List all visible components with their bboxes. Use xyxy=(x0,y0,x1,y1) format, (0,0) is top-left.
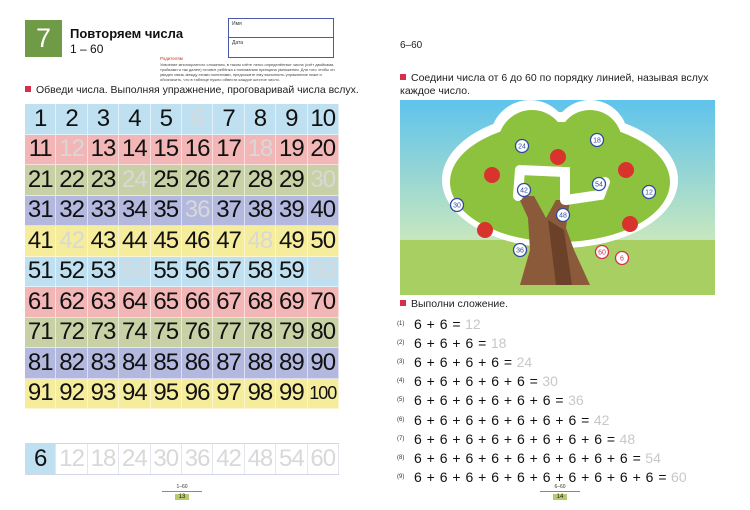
grid-cell[interactable]: 71 xyxy=(25,318,56,349)
number-dot[interactable] xyxy=(596,246,609,259)
multiples-strip xyxy=(25,443,339,475)
strip-cell[interactable]: 6 xyxy=(25,444,56,474)
grid-cell[interactable]: 64 xyxy=(119,287,150,318)
grid-cell[interactable]: 31 xyxy=(25,196,56,227)
equation-answer[interactable]: 42 xyxy=(593,411,610,428)
equation-expression: 6 + 6 = xyxy=(414,315,462,332)
equation-row xyxy=(397,352,687,371)
grid-cell[interactable]: 50 xyxy=(308,226,339,257)
number-dot-label: 24 xyxy=(518,143,526,151)
parents-notes-text: Усвоение многократного сложения, в таком счёте легко определённые числа (счёт двойками, тройками и так далее) готовит ребёнка к пониманию принципа умножения. Для того чтобы он увидел связь между этими понятиями, предложите ему выполнить упражнение ниже и обозначить, что в таблице нужно обвести каждое шестое число. xyxy=(160,62,335,82)
grid-cell[interactable]: 97 xyxy=(213,379,244,410)
number-dot[interactable] xyxy=(591,134,604,147)
grid-cell[interactable]: 81 xyxy=(25,348,56,379)
number-dot[interactable] xyxy=(514,244,527,257)
grid-cell[interactable]: 27 xyxy=(213,165,244,196)
grid-cell[interactable]: 49 xyxy=(276,226,307,257)
grid-cell[interactable]: 56 xyxy=(182,257,213,288)
grid-cell[interactable]: 3 xyxy=(88,104,119,135)
grid-cell[interactable]: 88 xyxy=(245,348,276,379)
number-dot[interactable] xyxy=(616,252,629,265)
strip-cell[interactable]: 54 xyxy=(276,444,307,474)
name-date-box xyxy=(228,18,334,58)
grid-cell[interactable]: 46 xyxy=(182,226,213,257)
footer-range: 1–60 xyxy=(176,484,188,490)
grid-cell[interactable]: 63 xyxy=(88,287,119,318)
grid-cell[interactable]: 4 xyxy=(119,104,150,135)
equation-number: (6) xyxy=(397,416,405,423)
grid-cell[interactable]: 20 xyxy=(308,135,339,166)
grid-cell[interactable]: 58 xyxy=(245,257,276,288)
grid-cell[interactable]: 34 xyxy=(119,196,150,227)
lesson-number-badge: 7 xyxy=(25,20,62,57)
equation-expression: 6 + 6 + 6 + 6 + 6 + 6 + 6 + 6 + 6 + 6 = xyxy=(414,469,668,486)
number-dot-label: 60 xyxy=(598,249,606,257)
grid-cell[interactable]: 83 xyxy=(88,348,119,379)
grid-cell[interactable]: 6 xyxy=(182,104,213,135)
grid-cell[interactable]: 70 xyxy=(308,287,339,318)
equation-row xyxy=(397,448,687,467)
task-instruction xyxy=(25,84,359,97)
grid-cell[interactable]: 14 xyxy=(119,135,150,166)
bullet-square-icon xyxy=(25,86,31,92)
grid-cell[interactable]: 29 xyxy=(276,165,307,196)
number-dot-label: 36 xyxy=(516,247,524,255)
footer-divider xyxy=(162,491,202,492)
grid-cell[interactable]: 53 xyxy=(88,257,119,288)
equation-number: (7) xyxy=(397,435,405,442)
equation-answer[interactable]: 54 xyxy=(645,449,661,466)
page-number: 14 xyxy=(553,494,568,500)
grid-cell[interactable]: 86 xyxy=(182,348,213,379)
grid-cell[interactable]: 100 xyxy=(308,379,339,410)
grid-cell[interactable]: 41 xyxy=(25,226,56,257)
grid-cell[interactable]: 59 xyxy=(276,257,307,288)
equation-number: (1) xyxy=(397,320,405,327)
number-grid xyxy=(25,104,339,409)
number-dot-label: 48 xyxy=(559,212,567,220)
grid-cell[interactable]: 38 xyxy=(245,196,276,227)
grid-cell[interactable]: 8 xyxy=(245,104,276,135)
equation-expression: 6 + 6 + 6 = xyxy=(414,334,487,351)
grid-cell[interactable]: 76 xyxy=(182,318,213,349)
grid-cell[interactable]: 92 xyxy=(56,379,87,410)
grid-cell[interactable]: 17 xyxy=(213,135,244,166)
grid-cell[interactable]: 43 xyxy=(88,226,119,257)
grid-cell[interactable]: 13 xyxy=(88,135,119,166)
grid-cell[interactable]: 33 xyxy=(88,196,119,227)
grid-cell[interactable]: 40 xyxy=(308,196,339,227)
strip-cell[interactable]: 48 xyxy=(245,444,276,474)
connect-task-text: Соедини числа от 6 до 60 по порядку линией, называя вслух каждое число. xyxy=(400,72,709,97)
grid-cell[interactable]: 72 xyxy=(56,318,87,349)
equation-number: (9) xyxy=(397,474,405,481)
grid-cell[interactable]: 28 xyxy=(245,165,276,196)
grid-cell[interactable]: 90 xyxy=(308,348,339,379)
number-dot[interactable] xyxy=(518,184,531,197)
strip-cell[interactable]: 18 xyxy=(88,444,119,474)
right-range: 6–60 xyxy=(400,40,423,51)
grid-cell[interactable]: 68 xyxy=(245,287,276,318)
equation-expression: 6 + 6 + 6 + 6 + 6 + 6 + 6 = xyxy=(414,411,590,428)
grid-cell[interactable]: 51 xyxy=(25,257,56,288)
equation-answer[interactable]: 60 xyxy=(671,469,687,486)
number-dot-label: 30 xyxy=(453,202,461,210)
grid-cell[interactable]: 69 xyxy=(276,287,307,318)
grid-cell[interactable]: 12 xyxy=(56,135,87,166)
strip-cell[interactable]: 60 xyxy=(308,444,339,474)
footer-range: 6–60 xyxy=(554,484,566,490)
grid-cell[interactable]: 23 xyxy=(88,165,119,196)
grid-cell[interactable]: 45 xyxy=(151,226,182,257)
grid-cell[interactable]: 36 xyxy=(182,196,213,227)
grid-cell[interactable]: 24 xyxy=(119,165,150,196)
grid-cell[interactable]: 11 xyxy=(25,135,56,166)
equation-number: (2) xyxy=(397,339,405,346)
grid-cell[interactable]: 79 xyxy=(276,318,307,349)
number-dot[interactable] xyxy=(557,209,570,222)
grid-cell[interactable]: 30 xyxy=(308,165,339,196)
grid-cell[interactable]: 16 xyxy=(182,135,213,166)
equation-answer[interactable]: 12 xyxy=(465,315,481,332)
right-footer xyxy=(540,484,580,500)
equation-list xyxy=(397,314,687,487)
grid-cell[interactable]: 78 xyxy=(245,318,276,349)
strip-cell[interactable]: 42 xyxy=(213,444,244,474)
grid-cell[interactable]: 2 xyxy=(56,104,87,135)
grid-cell[interactable]: 19 xyxy=(276,135,307,166)
grid-cell[interactable]: 44 xyxy=(119,226,150,257)
number-dot[interactable] xyxy=(516,140,529,153)
strip-cell[interactable]: 36 xyxy=(182,444,213,474)
grid-cell[interactable]: 66 xyxy=(182,287,213,318)
date-label: Дата xyxy=(232,40,244,46)
grid-cell[interactable]: 62 xyxy=(56,287,87,318)
equation-row xyxy=(397,333,687,352)
grid-cell[interactable]: 85 xyxy=(151,348,182,379)
grid-cell[interactable]: 67 xyxy=(213,287,244,318)
grid-cell[interactable]: 82 xyxy=(56,348,87,379)
grid-cell[interactable]: 65 xyxy=(151,287,182,318)
number-dot[interactable] xyxy=(643,186,656,199)
grid-cell[interactable]: 1 xyxy=(25,104,56,135)
equation-answer[interactable]: 36 xyxy=(568,392,584,409)
number-dot-label: 18 xyxy=(593,137,601,145)
equation-answer[interactable]: 18 xyxy=(490,334,507,351)
number-dot-label: 12 xyxy=(645,189,653,197)
page-title: Повторяем числа xyxy=(70,26,184,41)
strip-cell[interactable]: 24 xyxy=(119,444,150,474)
grid-cell[interactable]: 39 xyxy=(276,196,307,227)
grid-cell[interactable]: 5 xyxy=(151,104,182,135)
grid-cell[interactable]: 22 xyxy=(56,165,87,196)
equation-expression: 6 + 6 + 6 + 6 + 6 + 6 + 6 + 6 = xyxy=(414,430,616,447)
lesson-range: 1 – 60 xyxy=(70,42,104,56)
grid-cell[interactable]: 93 xyxy=(88,379,119,410)
grid-cell[interactable]: 87 xyxy=(213,348,244,379)
right-page xyxy=(375,0,750,510)
number-dot[interactable] xyxy=(451,199,464,212)
equation-expression: 6 + 6 + 6 + 6 + 6 + 6 + 6 + 6 + 6 = xyxy=(414,449,642,466)
grid-cell[interactable]: 52 xyxy=(56,257,87,288)
grid-cell[interactable]: 25 xyxy=(151,165,182,196)
grid-cell[interactable]: 42 xyxy=(56,226,87,257)
left-footer xyxy=(162,484,202,500)
equation-answer[interactable]: 24 xyxy=(516,353,533,370)
equation-answer[interactable]: 30 xyxy=(542,373,558,390)
grid-cell[interactable]: 74 xyxy=(119,318,150,349)
grid-cell[interactable]: 89 xyxy=(276,348,307,379)
addition-task xyxy=(400,298,508,311)
grid-cell[interactable]: 9 xyxy=(276,104,307,135)
equation-number: (8) xyxy=(397,454,405,461)
number-dot-label: 6 xyxy=(620,255,624,263)
equation-expression: 6 + 6 + 6 + 6 = xyxy=(414,353,513,370)
bullet-square-icon xyxy=(400,74,406,80)
task-text: Обведи числа. Выполняя упражнение, проговаривай числа вслух. xyxy=(36,84,359,96)
grid-cell[interactable]: 10 xyxy=(308,104,339,135)
equation-expression: 6 + 6 + 6 + 6 + 6 + 6 = xyxy=(414,392,565,409)
equation-row xyxy=(397,314,687,333)
equation-expression: 6 + 6 + 6 + 6 + 6 = xyxy=(414,373,539,390)
grid-cell[interactable]: 91 xyxy=(25,379,56,410)
grid-cell[interactable]: 15 xyxy=(151,135,182,166)
grid-cell[interactable]: 75 xyxy=(151,318,182,349)
equation-row xyxy=(397,429,687,448)
equation-number: (4) xyxy=(397,378,405,385)
number-dot-label: 54 xyxy=(595,181,603,189)
grid-cell[interactable]: 7 xyxy=(213,104,244,135)
grid-cell[interactable]: 99 xyxy=(276,379,307,410)
strip-cell[interactable]: 12 xyxy=(56,444,87,474)
name-label: Имя xyxy=(232,21,242,27)
connect-task xyxy=(400,72,720,98)
grid-cell[interactable]: 35 xyxy=(151,196,182,227)
equation-row xyxy=(397,410,687,429)
grid-cell[interactable]: 26 xyxy=(182,165,213,196)
tree-illustration xyxy=(400,100,715,295)
grid-cell[interactable]: 21 xyxy=(25,165,56,196)
grid-cell[interactable]: 18 xyxy=(245,135,276,166)
equation-row xyxy=(397,372,687,391)
grid-cell[interactable]: 80 xyxy=(308,318,339,349)
parents-notes-heading: Родителям xyxy=(160,56,183,61)
equation-number: (5) xyxy=(397,397,405,404)
grid-cell[interactable]: 55 xyxy=(151,257,182,288)
equation-answer[interactable]: 48 xyxy=(619,430,636,447)
grid-cell[interactable]: 32 xyxy=(56,196,87,227)
grid-cell[interactable]: 57 xyxy=(213,257,244,288)
page-number: 13 xyxy=(175,494,190,500)
grid-cell[interactable]: 47 xyxy=(213,226,244,257)
grid-cell[interactable]: 60 xyxy=(308,257,339,288)
strip-cell[interactable]: 30 xyxy=(151,444,182,474)
grid-cell[interactable]: 54 xyxy=(119,257,150,288)
addition-task-text: Выполни сложение. xyxy=(411,298,509,310)
grid-cell[interactable]: 84 xyxy=(119,348,150,379)
bullet-square-icon xyxy=(400,300,406,306)
date-field[interactable] xyxy=(229,38,333,57)
number-dot[interactable] xyxy=(593,178,606,191)
name-field[interactable] xyxy=(229,19,333,38)
grid-cell[interactable]: 73 xyxy=(88,318,119,349)
grid-cell[interactable]: 94 xyxy=(119,379,150,410)
equation-number: (3) xyxy=(397,358,405,365)
grid-cell[interactable]: 48 xyxy=(245,226,276,257)
footer-divider xyxy=(540,491,580,492)
grid-cell[interactable]: 37 xyxy=(213,196,244,227)
equation-row xyxy=(397,391,687,410)
number-dot-label: 42 xyxy=(520,187,528,195)
grid-cell[interactable]: 95 xyxy=(151,379,182,410)
grid-cell[interactable]: 98 xyxy=(245,379,276,410)
grid-cell[interactable]: 96 xyxy=(182,379,213,410)
grid-cell[interactable]: 61 xyxy=(25,287,56,318)
grid-cell[interactable]: 77 xyxy=(213,318,244,349)
